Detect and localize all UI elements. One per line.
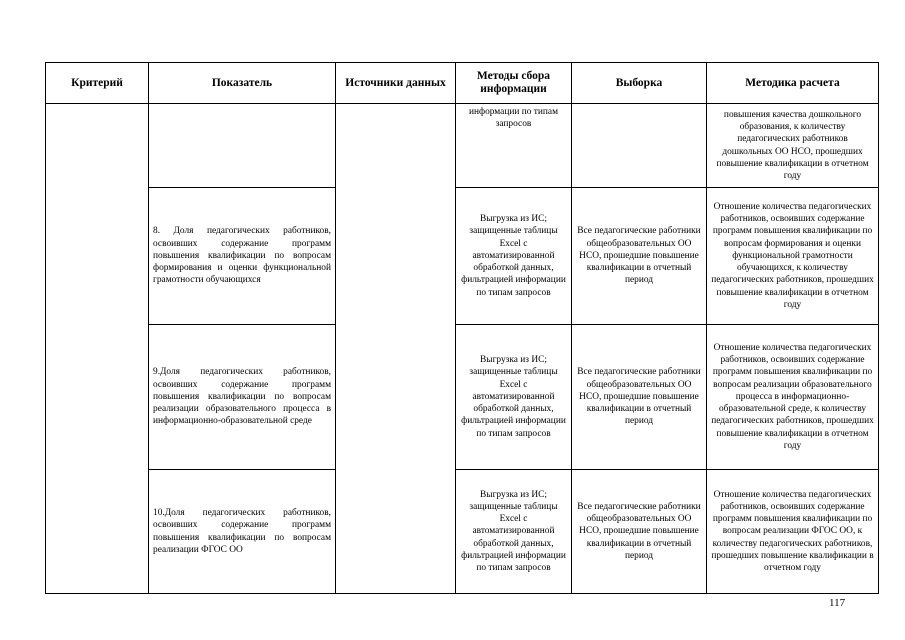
criteria-table xyxy=(45,62,879,594)
calculation-cell: Отношение количества педагогических работников, освоивших содержание программ повышения квалификации по вопросам реализации образовательного процесса в информационно-образовательной среде, к количеству педагогических работников, прошедших повышение квалификации в отчетном году xyxy=(707,325,879,470)
sample-cell xyxy=(572,104,707,188)
calculation-cell: Отношение количества педагогических работников, освоивших содержание программ повышения квалификации по вопросам формирования и оценки функциональной грамотности обучающихся, к количеству педагогических работников, прошедших повышение квалификации в отчетном году xyxy=(707,188,879,325)
sample-cell: Все педагогические работники общеобразовательных ОО НСО, прошедшие повышение квалификации в отчетный период xyxy=(572,325,707,470)
table-row xyxy=(46,104,879,188)
table-header-row xyxy=(46,63,879,104)
indicator-cell: 10.Доля педагогических работников, освоивших содержание программ повышения квалификации по вопросам реализации ФГОС ОО xyxy=(149,470,336,594)
collection-method-cell: Выгрузка из ИС; защищенные таблицы Excel с автоматизированной обработкой данных, фильтрацией информации по типам запросов xyxy=(456,188,572,325)
collection-method-cell: Выгрузка из ИС; защищенные таблицы Excel с автоматизированной обработкой данных, фильтрацией информации по типам запросов xyxy=(456,325,572,470)
table-row xyxy=(46,188,879,325)
table-row xyxy=(46,325,879,470)
indicator-cell xyxy=(149,104,336,188)
indicator-cell: 9.Доля педагогических работников, освоивших содержание программ повышения квалификации по вопросам реализации образовательного процесса в информационно-образовательной среде xyxy=(149,325,336,470)
table-row xyxy=(46,470,879,594)
header-criterion: Критерий xyxy=(46,63,149,104)
header-sample: Выборка xyxy=(572,63,707,104)
criterion-cell xyxy=(46,104,149,594)
header-data-sources: Источники данных xyxy=(336,63,456,104)
calculation-cell: повышения качества дошкольного образования, к количеству педагогических работников дошкольных ОО НСО, прошедших повышение квалификации в отчетном году xyxy=(707,104,879,188)
sample-cell: Все педагогические работники общеобразовательных ОО НСО, прошедшие повышение квалификации в отчетный период xyxy=(572,470,707,594)
indicator-cell: 8. Доля педагогических работников, освоивших содержание программ повышения квалификации по вопросам формирования и оценки функциональной грамотности обучающихся xyxy=(149,188,336,325)
sample-cell: Все педагогические работники общеобразовательных ОО НСО, прошедшие повышение квалификации в отчетный период xyxy=(572,188,707,325)
header-indicator: Показатель xyxy=(149,63,336,104)
header-collection-methods: Методы сбора информации xyxy=(456,63,572,104)
header-calculation-method: Методика расчета xyxy=(707,63,879,104)
data-source-cell xyxy=(336,104,456,594)
page-number: 117 xyxy=(829,597,846,609)
collection-method-cell: информации по типам запросов xyxy=(456,104,572,188)
calculation-cell: Отношение количества педагогических работников, освоивших содержание программ повышения квалификации по вопросам реализации ФГОС ОО, к количеству педагогических работников, прошедших повышение квалификации в отчетном году xyxy=(707,470,879,594)
collection-method-cell: Выгрузка из ИС; защищенные таблицы Excel с автоматизированной обработкой данных, фильтрацией информации по типам запросов xyxy=(456,470,572,594)
